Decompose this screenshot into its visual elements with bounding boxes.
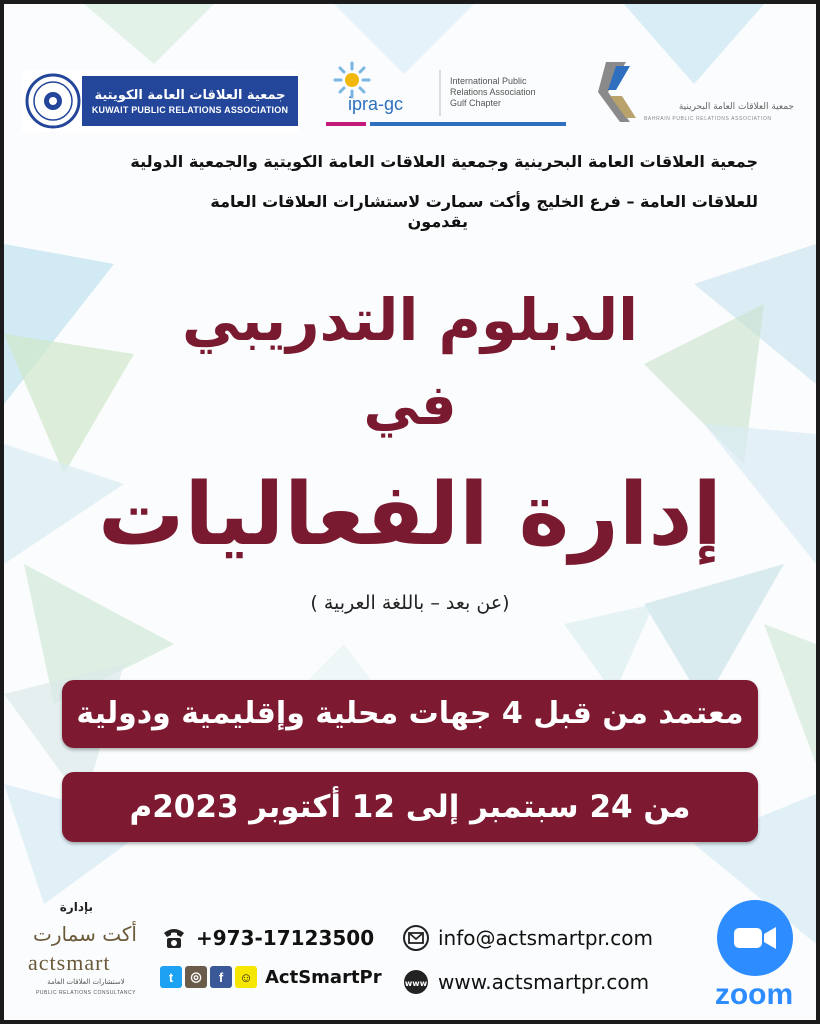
svg-text:www: www (404, 979, 428, 988)
logo-strip (4, 52, 816, 142)
instagram-icon[interactable]: ◎ (185, 966, 207, 988)
footer (4, 884, 816, 1014)
social-contact[interactable] (160, 966, 382, 988)
email-icon (402, 924, 430, 952)
social-handle[interactable]: ActSmartPr (265, 966, 382, 988)
zoom-wordmark: zoom (714, 978, 794, 1011)
website-url[interactable]: www.actsmartpr.com (438, 970, 650, 994)
actsmart-name-ar: أكت سمارت (33, 922, 137, 946)
snapchat-icon[interactable]: ☺ (235, 966, 257, 988)
ipra-name: ipra-gc (348, 94, 404, 114)
intro-line-2: للعلاقات العامة – فرع الخليج وأكت سمارت لاستشارات العلاقات العامة (210, 192, 758, 211)
ipra-description (450, 76, 570, 109)
email-address[interactable]: info@actsmartpr.com (438, 926, 653, 950)
kpra-seal-icon (24, 72, 82, 130)
bpra-name-ar: جمعية العلاقات العامة البحرينية (678, 102, 794, 112)
bpra-name-en: BAHRAIN PUBLIC RELATIONS ASSOCIATION (644, 116, 772, 122)
bpra-emblem-icon (586, 56, 646, 126)
actsmart-tagline-ar: لاستشارات العلاقات العامة (47, 978, 125, 986)
ipra-desc-line: Gulf Chapter (450, 98, 502, 108)
kpra-name-en: KUWAIT PUBLIC RELATIONS ASSOCIATION (91, 105, 289, 115)
intro-text (38, 152, 758, 232)
zoom-camera-icon (700, 898, 810, 978)
email-contact[interactable] (402, 924, 653, 952)
subtitle: (عن بعد – باللغة العربية ) (310, 592, 510, 614)
kpra-logo (22, 70, 298, 132)
title-line-1: الدبلوم التدريبي (181, 286, 639, 354)
kpra-name-ar: جمعية العلاقات العامة الكويتية (94, 88, 286, 103)
actsmart-name-en: actsmart (28, 950, 111, 975)
globe-icon (402, 968, 430, 996)
actsmart-tagline-en: PUBLIC RELATIONS CONSULTANCY (36, 990, 136, 996)
title-line-2: في (363, 373, 457, 438)
ipra-desc-line: International Public (450, 76, 527, 86)
ipra-desc-line: Relations Association (450, 87, 536, 97)
bpra-logo (586, 56, 796, 130)
website-contact[interactable] (402, 968, 649, 996)
facebook-icon[interactable]: f (210, 966, 232, 988)
title-line-3: إدارة الفعاليات (98, 465, 722, 565)
intro-line-1: جمعية العلاقات العامة البحرينية وجمعية العلاقات العامة الكويتية والجمعية الدولية (130, 152, 758, 171)
dates-banner: من 24 سبتمبر إلى 12 أكتوبر 2023م (62, 772, 758, 842)
management-label: بإدارة (59, 900, 93, 914)
twitter-icon[interactable]: t (160, 966, 182, 988)
actsmart-logo (22, 900, 147, 1000)
social-icons (160, 966, 257, 988)
ipra-gc-logo (322, 56, 570, 136)
accreditation-banner: معتمد من قبل 4 جهات محلية وإقليمية ودولية (62, 680, 758, 748)
phone-icon (160, 924, 188, 952)
phone-contact[interactable] (160, 924, 374, 952)
kpra-wordmark (82, 76, 298, 126)
zoom-logo (700, 898, 810, 1010)
intro-line-3: يقدمون (407, 212, 468, 231)
phone-number[interactable]: +973-17123500 (196, 926, 375, 950)
